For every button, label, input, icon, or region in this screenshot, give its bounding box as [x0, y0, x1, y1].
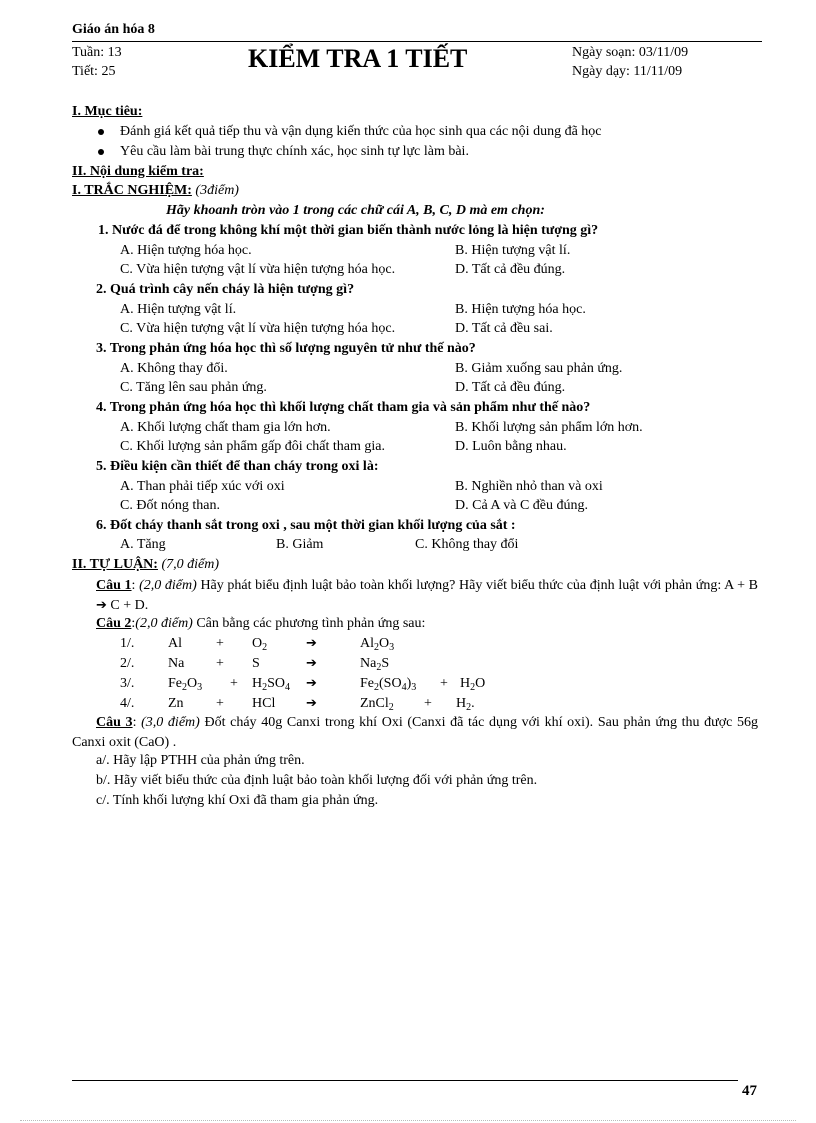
q5-option-d: D. Cả A và C đều đúng.: [455, 498, 588, 513]
q3-option-b: B. Giảm xuống sau phản ứng.: [455, 361, 623, 376]
objectives-heading: I. Mục tiêu:: [72, 104, 143, 119]
question-5: 5. Điều kiện cần thiết để than cháy trong oxi là:: [96, 459, 379, 474]
teach-date: Ngày dạy: 11/11/09: [572, 64, 683, 79]
q4-option-c: C. Khối lượng sản phẩm gấp đôi chất tham gia.: [120, 439, 386, 454]
subject-header: Giáo án hóa 8: [72, 22, 155, 37]
arrow-icon: ➔: [306, 636, 317, 651]
mcq-heading: I. TRẮC NGHIỆM: (3điểm): [72, 183, 239, 198]
question-4: 4. Trong phản ứng hóa học thì khối lượng chất tham gia và sản phẩm như thế nào?: [96, 400, 591, 415]
prep-date: Ngày soạn: 03/11/09: [572, 45, 689, 60]
question-6: 6. Đốt cháy thanh sắt trong oxi , sau một thời gian khối lượng của sắt :: [96, 518, 516, 533]
question-c1: Câu 1: (2,0 điểm) Hãy phát biểu định luật bảo toàn khối lượng? Hãy viết biểu thức của định luật với phản ứng: A + B ➔ C + D.: [72, 576, 758, 616]
question-3: 3. Trong phản ứng hóa học thì số lượng nguyên tử như thế nào?: [96, 341, 476, 356]
c3-item-b: b/. Hãy viết biểu thức của định luật bảo toàn khối lượng đối với phản ứng trên.: [96, 773, 538, 788]
q6-option-c: C. Không thay đổi: [415, 537, 519, 552]
header-rule: [72, 41, 762, 42]
footer-rule: [72, 1080, 738, 1081]
q3-option-a: A. Không thay đổi.: [120, 361, 228, 376]
q5-option-b: B. Nghiền nhỏ than và oxi: [455, 479, 603, 494]
mcq-instruction: Hãy khoanh tròn vào 1 trong các chữ cái A, B, C, D mà em chọn:: [166, 203, 545, 218]
period: Tiết: 25: [72, 64, 116, 79]
q2-option-c: C. Vừa hiện tượng vật lí vừa hiện tượng hóa học.: [120, 321, 396, 336]
bullet-icon: [98, 149, 104, 155]
c3-item-a: a/. Hãy lập PTHH của phản ứng trên.: [96, 753, 305, 768]
q1-option-a: A. Hiện tượng hóa học.: [120, 243, 252, 258]
arrow-icon: ➔: [96, 598, 107, 613]
q2-option-b: B. Hiện tượng hóa học.: [455, 302, 586, 317]
q1-option-b: B. Hiện tượng vật lí.: [455, 243, 571, 258]
arrow-icon: ➔: [306, 676, 317, 691]
arrow-icon: ➔: [306, 696, 317, 711]
q5-option-a: A. Than phải tiếp xúc với oxi: [120, 479, 285, 494]
page-edge: [20, 1120, 796, 1121]
question-1: 1. Nước đá để trong không khí một thời gian biến thành nước lỏng là hiện tượng gì?: [98, 223, 599, 238]
page-title: KIỂM TRA 1 TIẾT: [248, 44, 468, 73]
objective-item: Yêu cầu làm bài trung thực chính xác, học sinh tự lực làm bài.: [120, 144, 469, 159]
q4-option-b: B. Khối lượng sản phẩm lớn hơn.: [455, 420, 643, 435]
essay-heading: II. TỰ LUẬN: (7,0 điểm): [72, 557, 220, 572]
content-heading: II. Nội dung kiểm tra:: [72, 164, 204, 179]
q1-option-c: C. Vừa hiện tượng vật lí vừa hiện tượng hóa học.: [120, 262, 396, 277]
bullet-icon: [98, 129, 104, 135]
page-number: 47: [742, 1083, 757, 1099]
question-2: 2. Quá trình cây nến cháy là hiện tượng gì?: [96, 282, 355, 297]
objective-item: Đánh giá kết quả tiếp thu và vận dụng kiến thức của học sinh qua các nội dung đã học: [120, 124, 602, 139]
q2-option-a: A. Hiện tượng vật lí.: [120, 302, 237, 317]
q2-option-d: D. Tất cả đều sai.: [455, 321, 553, 336]
q3-option-d: D. Tất cả đều đúng.: [455, 380, 566, 395]
c3-item-c: c/. Tính khối lượng khí Oxi đã tham gia phản ứng.: [96, 793, 379, 808]
q1-option-d: D. Tất cả đều đúng.: [455, 262, 566, 277]
week: Tuần: 13: [72, 45, 122, 60]
q6-option-a: A. Tăng: [120, 537, 166, 552]
q3-option-c: C. Tăng lên sau phản ứng.: [120, 380, 267, 395]
q6-option-b: B. Giảm: [276, 537, 324, 552]
q5-option-c: C. Đốt nóng than.: [120, 498, 220, 513]
question-c2: Câu 2:(2,0 điểm) Cân bằng các phương tình phản ứng sau:: [96, 616, 426, 631]
arrow-icon: ➔: [306, 656, 317, 671]
q4-option-d: D. Luôn bằng nhau.: [455, 439, 567, 454]
question-c3: Câu 3: (3,0 điểm) Đốt cháy 40g Canxi trong khí Oxi (Canxi đã tác dụng với khí oxi). Sau phản ứng thu được 56g Canxi oxit (CaO) .: [72, 715, 759, 750]
q4-option-a: A. Khối lượng chất tham gia lớn hơn.: [120, 420, 331, 435]
